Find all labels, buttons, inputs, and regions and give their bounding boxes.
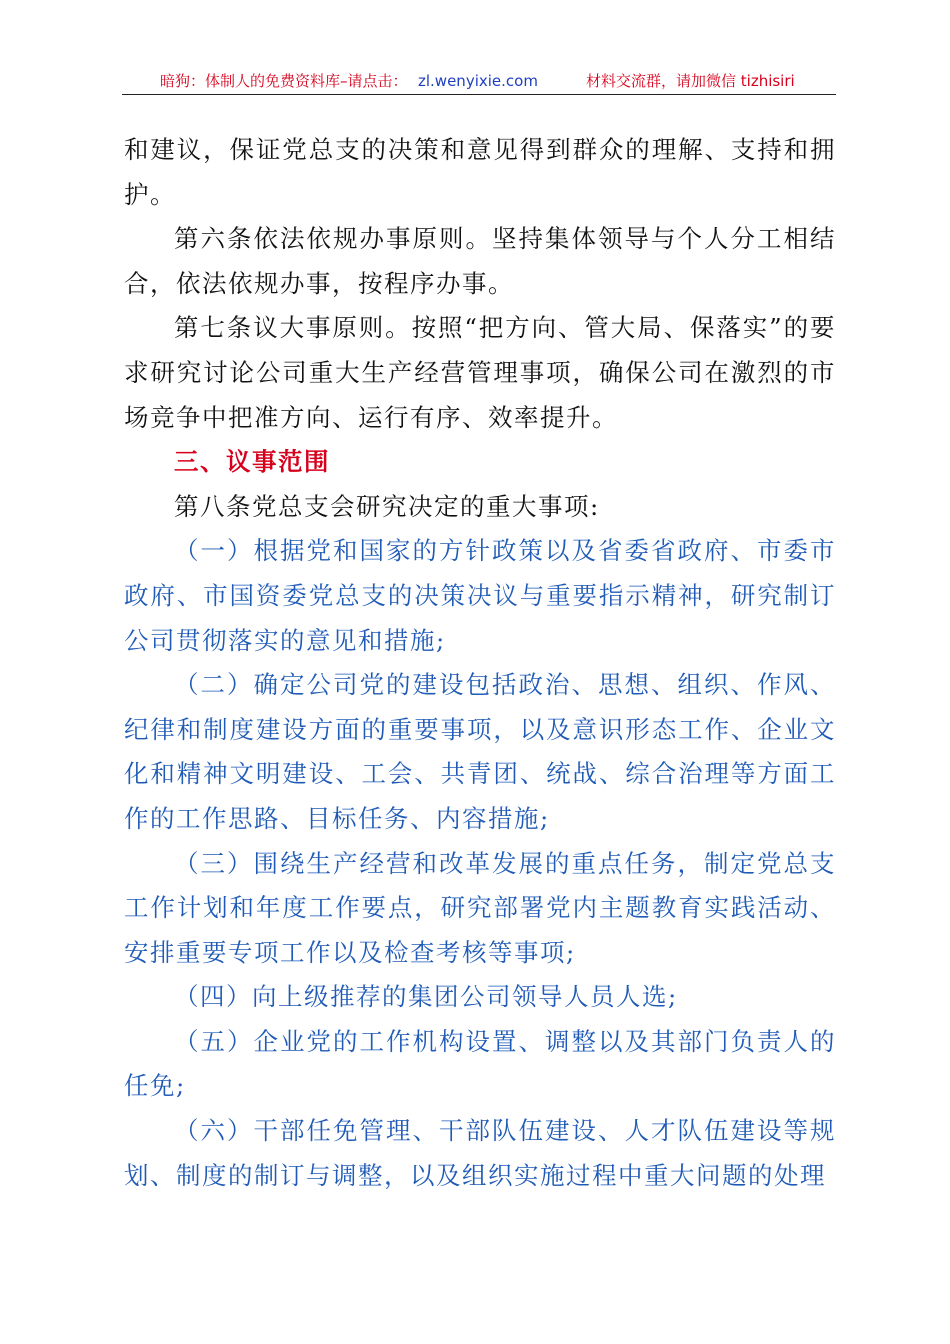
- page-header: [122, 68, 836, 95]
- document-body: [124, 128, 836, 1198]
- list-item-5: （五）企业党的工作机构设置、调整以及其部门负责人的任免;: [124, 1026, 836, 1101]
- list-item-2: （二）确定公司党的建设包括政治、思想、组织、作风、纪律和制度建设方面的重要事项，以及意识形态工作、企业文化和精神文明建设、工会、共青团、统战、综合治理等方面工作的工作思路、目标任务、内容措施;: [124, 670, 836, 833]
- paragraph-article-6: 第六条依法依规办事原则。坚持集体领导与个人分工相结合，依法依规办事，按程序办事。: [124, 224, 836, 298]
- header-site-name: [160, 68, 408, 94]
- list-item-1: （一）根据党和国家的方针政策以及省委省政府、市委市政府、市国资委党总支的决策决议与重要指示精神，研究制订公司贯彻落实的意见和措施;: [124, 536, 836, 655]
- list-item-3: （三）围绕生产经营和改革发展的重点任务，制定党总支工作计划和年度工作要点，研究部署党内主题教育实践活动、安排重要专项工作以及检查考核等事项;: [124, 848, 836, 967]
- header-click-prefix: –请点击：: [340, 72, 408, 90]
- header-url-link[interactable]: zl.wenyixie.com: [418, 72, 538, 90]
- list-item-4: （四）向上级推荐的集团公司领导人员人选;: [174, 982, 678, 1012]
- paragraph-article-8: 第八条党总支会研究决定的重大事项:: [174, 491, 600, 521]
- section-heading-scope: 三、议事范围: [174, 447, 330, 477]
- paragraph-article-7: 第七条议大事原则。按照“把方向、管大局、保落实”的要求研究讨论公司重大生产经营管理事项，确保公司在激烈的市场竞争中把准方向、运行有序、效率提升。: [124, 313, 836, 432]
- list-item-6: （六）干部任免管理、干部队伍建设、人才队伍建设等规划、制度的制订与调整，以及组织实施过程中重大问题的处理: [124, 1116, 836, 1190]
- header-site-name-text: 暗狗：体制人的免费资料库: [160, 72, 341, 90]
- header-group-text: 材料交流群，请加微信 tizhisiri: [586, 72, 795, 90]
- paragraph-continuation: 和建议，保证党总支的决策和意见得到群众的理解、支持和拥护。: [124, 135, 836, 209]
